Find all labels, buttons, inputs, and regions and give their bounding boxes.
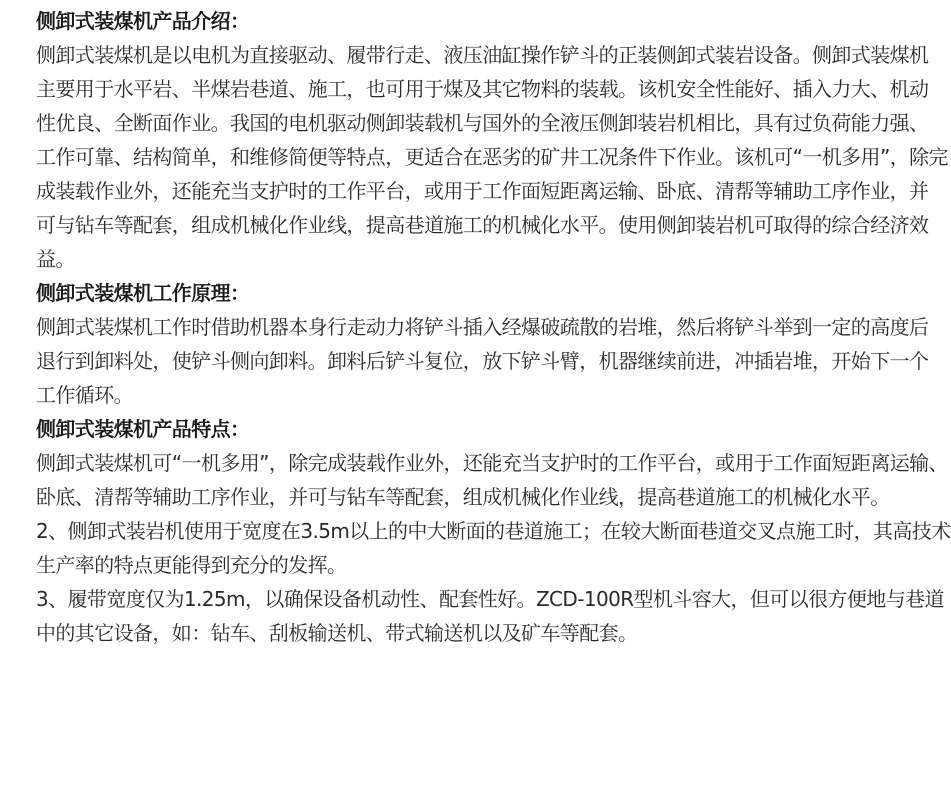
- paragraph-line: 益。: [36, 247, 75, 271]
- paragraph-line: 3、履带宽度仅为1.25m，以确保设备机动性、配套性好。ZCD-100R型机斗容大，但可以很方便地与巷道: [36, 587, 944, 611]
- paragraph-line: 生产率的特点更能得到充分的发挥。: [36, 553, 347, 577]
- paragraph-line: 2、侧卸式装岩机使用于宽度在3.5m以上的中大断面的巷道施工；在较大断面巷道交叉点施工时，其高技术: [36, 519, 951, 543]
- document-body: [36, 4, 951, 650]
- paragraph-line: 主要用于水平岩、半煤岩巷道、施工，也可用于煤及其它物料的装载。该机安全性能好、插入力大、机动: [36, 77, 929, 101]
- paragraph-line: 侧卸式装煤机是以电机为直接驱动、履带行走、液压油缸操作铲斗的正装侧卸式装岩设备。侧卸式装煤机: [36, 43, 929, 67]
- paragraph-line: 可与钻车等配套，组成机械化作业线，提高巷道施工的机械化水平。使用侧卸装岩机可取得的综合经济效: [36, 213, 929, 237]
- paragraph-line: 侧卸式装煤机可“一机多用”，除完成装载作业外，还能充当支护时的工作平台，或用于工作面短距离运输、: [36, 451, 948, 475]
- paragraph-line: 卧底、清帮等辅助工序作业，并可与钻车等配套，组成机械化作业线，提高巷道施工的机械化水平。: [36, 485, 890, 509]
- paragraph-line: 侧卸式装煤机工作时借助机器本身行走动力将铲斗插入经爆破疏散的岩堆，然后将铲斗举到一定的高度后: [36, 315, 929, 339]
- section-working-principle: [36, 276, 929, 412]
- section-title: 侧卸式装煤机产品特点：: [36, 417, 250, 441]
- paragraph-line: 退行到卸料处，使铲斗侧向卸料。卸料后铲斗复位，放下铲斗臂，机器继续前进，冲插岩堆，开始下一个: [36, 349, 929, 373]
- paragraph-line: 性优良、全断面作业。我国的电机驱动侧卸装载机与国外的全液压侧卸装岩机相比，具有过负荷能力强、: [36, 111, 929, 135]
- section-title: 侧卸式装煤机工作原理：: [36, 281, 250, 305]
- paragraph-line: 中的其它设备，如：钻车、刮板输送机、带式输送机以及矿车等配套。: [36, 621, 638, 645]
- paragraph-line: 成装载作业外，还能充当支护时的工作平台，或用于工作面短距离运输、卧底、清帮等辅助工序作业，并: [36, 179, 929, 203]
- section-title: 侧卸式装煤机产品介绍：: [36, 9, 250, 33]
- section-product-features: [36, 412, 951, 650]
- section-product-intro: [36, 4, 948, 276]
- paragraph-line: 工作可靠、结构简单，和维修简便等特点，更适合在恶劣的矿井工况条件下作业。该机可“一机多用”，除完: [36, 145, 948, 169]
- paragraph-line: 工作循环。: [36, 383, 133, 407]
